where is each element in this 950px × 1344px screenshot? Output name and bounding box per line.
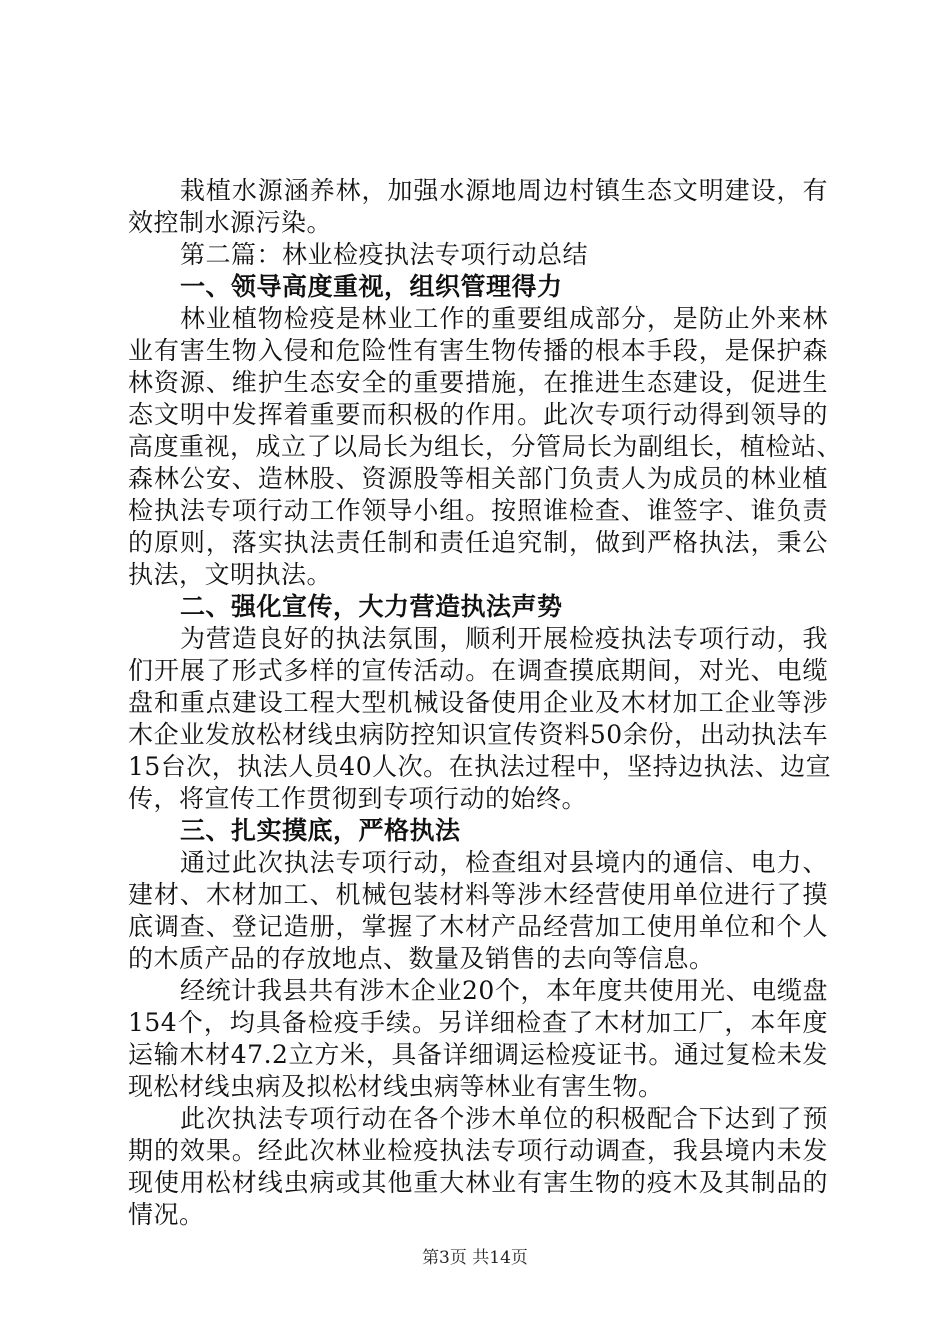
text-line: 的木质产品的存放地点、数量及销售的去向等信息。 bbox=[128, 944, 715, 973]
text-line: 林业植物检疫是林业工作的重要组成部分，是防止外来林 bbox=[180, 304, 828, 333]
text-line: 期的效果。经此次林业检疫执法专项行动调查，我县境内未发 bbox=[128, 1136, 828, 1165]
text-line: 现使用松材线虫病或其他重大林业有害生物的疫木及其制品的 bbox=[128, 1168, 828, 1197]
text-line: 第二篇：林业检疫执法专项行动总结 bbox=[180, 240, 589, 269]
page-footer bbox=[0, 1243, 950, 1268]
text-line: 检执法专项行动工作领导小组。按照谁检查、谁签字、谁负责 bbox=[128, 496, 828, 525]
text-line: 通过此次执法专项行动，检查组对县境内的通信、电力、 bbox=[180, 848, 828, 877]
text-line: 传，将宣传工作贯彻到专项行动的始终。 bbox=[128, 784, 588, 813]
text-line: 态文明中发挥着重要而积极的作用。此次专项行动得到领导的 bbox=[128, 400, 828, 429]
text-line: 林资源、维护生态安全的重要措施，在推进生态建设，促进生 bbox=[128, 368, 828, 397]
text-line: 们开展了形式多样的宣传活动。在调查摸底期间，对光、电缆 bbox=[128, 656, 828, 685]
section-heading: 二、强化宣传，大力营造执法声势 bbox=[180, 592, 563, 621]
section-heading: 三、扎实摸底，严格执法 bbox=[180, 816, 461, 845]
text-line: 业有害生物入侵和危险性有害生物传播的根本手段，是保护森 bbox=[128, 336, 828, 365]
text-line: 情况。 bbox=[128, 1200, 205, 1229]
section-heading: 一、领导高度重视，组织管理得力 bbox=[180, 272, 563, 301]
text-line: 栽植水源涵养林，加强水源地周边村镇生态文明建设，有 bbox=[180, 176, 828, 205]
text-line: 的原则，落实执法责任制和责任追究制，做到严格执法，秉公 bbox=[128, 528, 828, 557]
text-line: 高度重视，成立了以局长为组长，分管局长为副组长，植检站、 bbox=[128, 432, 843, 461]
text-line: 经统计我县共有涉木企业20个，本年度共使用光、电缆盘 bbox=[180, 976, 828, 1005]
text-line: 底调查、登记造册，掌握了木材产品经营加工使用单位和个人 bbox=[128, 912, 828, 941]
page-number: 第3页 共14页 bbox=[422, 1248, 528, 1268]
text-line: 为营造良好的执法氛围，顺利开展检疫执法专项行动，我 bbox=[180, 624, 828, 653]
text-line: 运输木材47.2立方米，具备详细调运检疫证书。通过复检未发 bbox=[128, 1040, 828, 1069]
text-line: 森林公安、造林股、资源股等相关部门负责人为成员的林业植 bbox=[128, 464, 828, 493]
text-line: 现松材线虫病及拟松材线虫病等林业有害生物。 bbox=[128, 1072, 664, 1101]
text-line: 建材、木材加工、机械包装材料等涉木经营使用单位进行了摸 bbox=[128, 880, 828, 909]
text-line: 154个，均具备检疫手续。另详细检查了木材加工厂，本年度 bbox=[128, 1008, 828, 1037]
text-line: 此次执法专项行动在各个涉木单位的积极配合下达到了预 bbox=[180, 1104, 828, 1133]
text-line: 效控制水源污染。 bbox=[128, 208, 333, 237]
text-line: 盘和重点建设工程大型机械设备使用企业及木材加工企业等涉 bbox=[128, 688, 828, 717]
text-line: 执法，文明执法。 bbox=[128, 560, 333, 589]
text-line: 15台次，执法人员40人次。在执法过程中，坚持边执法、边宣 bbox=[128, 752, 832, 781]
document-body bbox=[128, 175, 843, 1231]
text-line: 木企业发放松材线虫病防控知识宣传资料50余份，出动执法车 bbox=[128, 720, 828, 749]
